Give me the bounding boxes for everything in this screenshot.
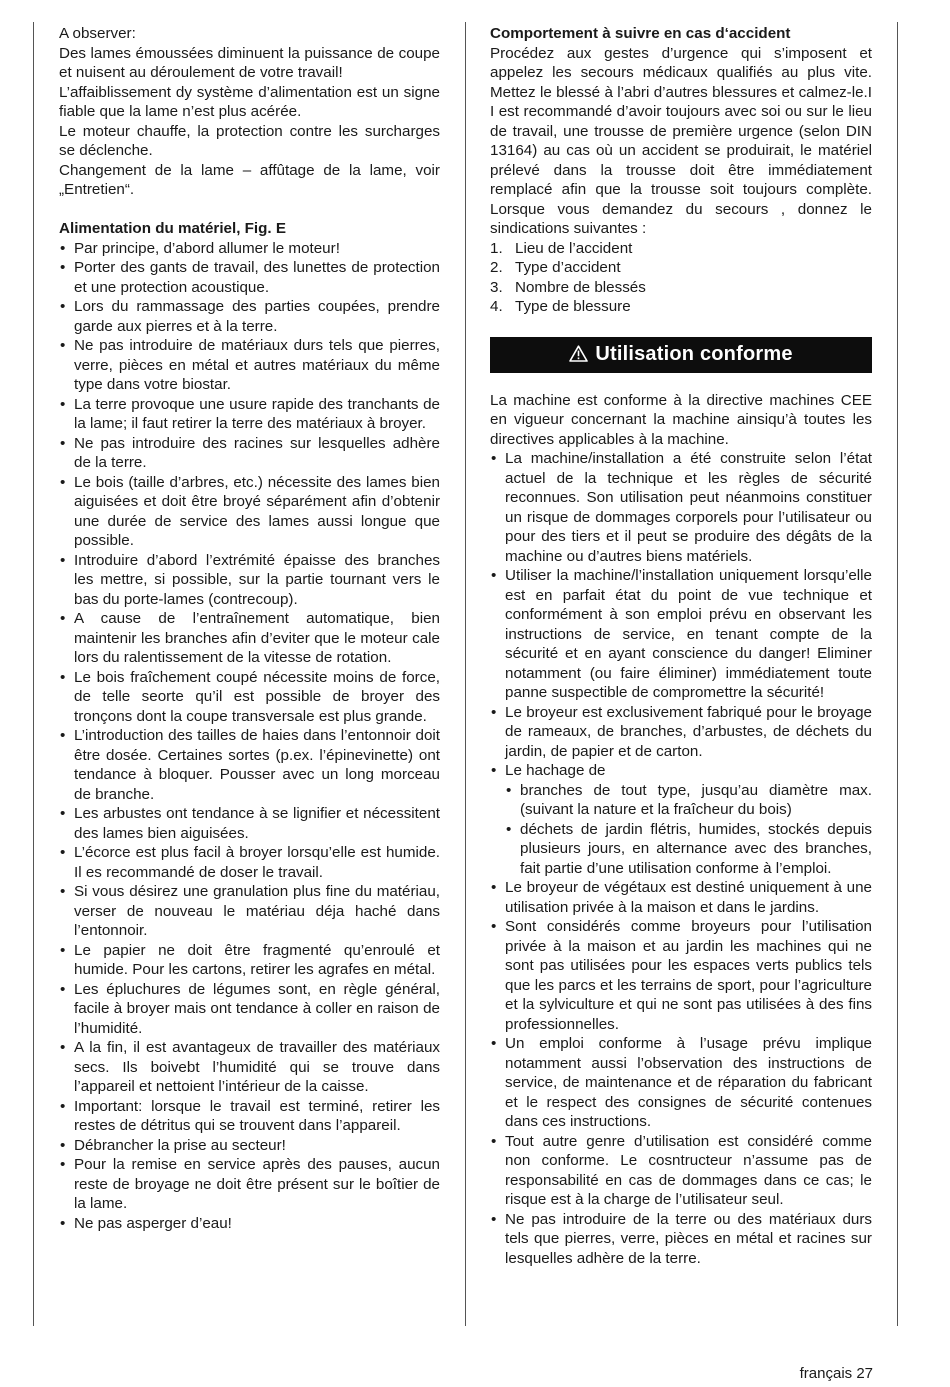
observe-line: L’affaiblissement dy système d’alimentation est un signe fiable que la lame n’est plus acérée.	[59, 83, 440, 120]
left-column	[59, 24, 440, 1233]
list-item: • Le bois (taille d’arbres, etc.) nécessite des lames bien aiguisées et doit être broyé séparément afin d’obtenir une durée de service des lames aussi longue que possible.	[59, 473, 440, 551]
list-number: 1.	[490, 239, 503, 257]
list-item: • Utiliser la machine/l’installation uniquement lorsqu’elle est en parfait état du point de vue technique et conformément à son emploi prévu en observant les instructions de service, en tenant compte de la sécurité et en ayant conscience du danger! Eliminer notamment (ou faire éliminer) immédiatement toute panne suspectible de compromettre la sécurité!	[490, 566, 872, 703]
list-item: • Par principe, d’abord allumer le moteur!	[59, 239, 440, 259]
right-margin-rule	[897, 22, 898, 1326]
list-item	[490, 278, 872, 298]
list-item: • La terre provoque une usure rapide des tranchants de la lame; il faut retirer la terre des matériaux à broyer.	[59, 395, 440, 434]
list-item: • Le broyeur est exclusivement fabriqué pour le broyage de rameaux, de branches, d’arbustes, de déchets du jardin, de papier et de carton.	[490, 703, 872, 762]
list-number: 4.	[490, 298, 503, 315]
list-number: 3.	[490, 278, 503, 296]
list-item: • Si vous désirez une granulation plus fine du matériau, verser de nouveau le matériau déja haché dans l’entonnoir.	[59, 882, 440, 941]
accident-text: Procédez aux gestes d’urgence qui s’imposent et appelez les secours médicaux qualifiés au plus vite. Mettez le blessé à l’abri d’autres blessures et calmez-le.I I est recommandé d’avoir toujours avec soi ou sur le lieu de travail, une trousse de première urgence (selon DIN 13164) au cas où un accident se produirait, le matériel prélevé dans la trousse doit être immédiatement remplacé afin que la trousse soit toujours complète. Lorsque vous demandez du secours , donnez le sindications suivantes :	[490, 44, 872, 237]
page-number: français 27	[799, 1365, 873, 1382]
list-item: • L’écorce est plus facil à broyer lorsqu’elle est humide. Il es recommandé de doser le travail.	[59, 843, 440, 882]
list-text: Type de blessure	[515, 298, 631, 315]
usage-list	[490, 449, 872, 1268]
list-item: • Sont considérés comme broyeurs pour l’utilisation privée à la maison et au jardin les machines qui ne sont pas utilisées pour les espaces verts publics tels que les parcs et les terrains de sport, pour l’agriculture et la sylviculture et qui ne sont pas utilisées à des fins professionnelles.	[490, 917, 872, 1034]
list-text: Nombre de blessés	[515, 278, 646, 296]
right-column	[490, 24, 872, 1268]
left-margin-rule	[33, 22, 34, 1326]
observe-line: Changement de la lame – affûtage de la lame, voir „Entretien“.	[59, 161, 440, 198]
list-item	[490, 258, 872, 278]
accident-heading: Comportement à suivre en cas d‘accident	[490, 25, 791, 42]
list-item: • Le broyeur de végétaux est destiné uniquement à une utilisation privée à la maison et dans le jardins.	[490, 878, 872, 917]
list-item: • Les épluchures de légumes sont, en règle général, facile à broyer mais ont tendance à coller en raison de l’humidité.	[59, 980, 440, 1039]
list-number: 2.	[490, 259, 503, 276]
hachage-label: Le hachage de	[505, 762, 606, 779]
section-banner	[490, 337, 872, 373]
list-text: Lieu de l’accident	[515, 239, 633, 257]
list-item: • Ne pas introduire de la terre ou des matériaux durs tels que pierres, verre, pièces en métal et racines sur lesquelles adhère de la terre.	[490, 1210, 872, 1269]
feed-list	[59, 239, 440, 1234]
list-item	[490, 761, 872, 878]
list-item: • Important: lorsque le travail est terminé, retirer les restes de détritus qui se trouvent dans l’appareil.	[59, 1097, 440, 1136]
list-item	[490, 297, 872, 317]
list-item: • Débrancher la prise au secteur!	[59, 1136, 440, 1156]
sub-list-item: • branches de tout type, jusqu’au diamètre max. (suivant la nature et la fraîcheur du bois)	[505, 781, 872, 820]
feed-heading: Alimentation du matériel, Fig. E	[59, 220, 286, 237]
list-item: • A la fin, il est avantageux de travailler des matériaux secs. Ils boivebt l’humidité qui se trouve dans l’appareil et nettoient l’intérieur de la caisse.	[59, 1038, 440, 1097]
list-item: • Ne pas introduire de matériaux durs tels que pierres, verre, pièces en métal et autres matériaux du même type dans votre biostar.	[59, 336, 440, 395]
list-item: • Un emploi conforme à l’usage prévu implique notamment aussi l’observation des instructions de service, de maintenance et de réparation du fabricant et le respect des consignes de sécurité contenues dans ces instructions.	[490, 1034, 872, 1132]
list-text: Type d’accident	[515, 259, 621, 276]
accident-info-list	[490, 239, 872, 317]
list-item: • Introduire d’abord l’extrémité épaisse des branches les mettre, si possible, sur la partie tournant vers le bas du porte-lames (contrecoup).	[59, 551, 440, 610]
list-item: • Le papier ne doit être fragmenté qu’enroulé et humide. Pour les cartons, retirer les agrafes en métal.	[59, 941, 440, 980]
intro-text: La machine est conforme à la directive machines CEE en vigueur concernant la machine ainsiqu’à toutes les directives applicables à la machine.	[490, 391, 872, 448]
list-item: • La machine/installation a été construite selon l’état actuel de la technique et les règles de sécurité reconnues. Son utilisation peut néanmoins constituer un risque de dommages corporels pour l’utilisateur ou pour des tiers et il peut se produire des dégâts de la machine ou d’autres biens matériels.	[490, 449, 872, 566]
hachage-sublist	[505, 781, 872, 879]
list-item: • Ne pas asperger d’eau!	[59, 1214, 440, 1234]
list-item: • A cause de l’entraînement automatique, bien maintenir les branches afin d’eviter que le moteur cale lors du ralentissement de la vitesse de rotation.	[59, 609, 440, 668]
list-item: • Le bois fraîchement coupé nécessite moins de force, de telle seorte qu’il est possible de broyer des tronçons dont la coupe transversale est plus grande.	[59, 668, 440, 727]
sub-list-item: • déchets de jardin flétris, humides, stockés depuis plusieurs jours, en alternance avec des branches, fait partie d’une utilisation conforme à l’emploi.	[505, 820, 872, 879]
observe-title: A observer:	[59, 25, 136, 42]
center-column-rule	[465, 22, 466, 1326]
list-item: • Tout autre genre d’utilisation est considéré comme non conforme. Le cosntructeur n’assume pas de responsabilité en cas de dommages dans ce cas; le risque est à la charge de l’utilisateur seul.	[490, 1132, 872, 1210]
list-item	[490, 239, 872, 259]
list-item: • Ne pas introduire des racines sur lesquelles adhère de la terre.	[59, 434, 440, 473]
list-item: • Lors du rammassage des parties coupées, prendre garde aux pierres et à la terre.	[59, 297, 440, 336]
list-item: • Pour la remise en service après des pauses, aucun reste de broyage ne doit être présent sur le boîtier de la lame.	[59, 1155, 440, 1214]
warning-triangle-icon	[569, 345, 588, 362]
observe-line: Des lames émoussées diminuent la puissance de coupe et nuisent au déroulement de votre travail!	[59, 44, 440, 81]
observe-line: Le moteur chauffe, la protection contre les surcharges se déclenche.	[59, 122, 440, 159]
list-item: • Porter des gants de travail, des lunettes de protection et une protection acoustique.	[59, 258, 440, 297]
list-item: • Les arbustes ont tendance à se lignifier et nécessitent des lames bien aiguisées.	[59, 804, 440, 843]
list-item: • L’introduction des tailles de haies dans l’entonnoir doit être dosée. Certaines sortes (p.ex. l’épinevinette) ont tendance à bloquer. Pousser avec un long morceau de branche.	[59, 726, 440, 804]
banner-title: Utilisation conforme	[595, 342, 793, 365]
